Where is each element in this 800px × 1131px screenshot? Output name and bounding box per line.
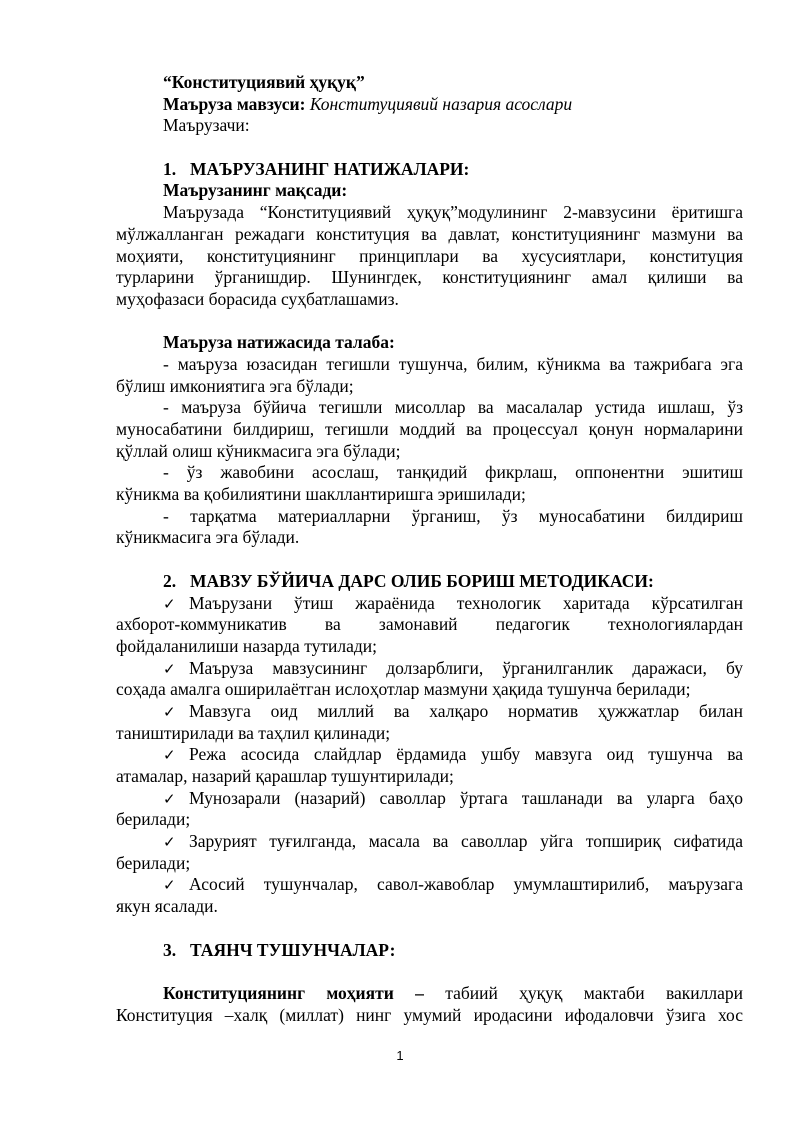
course-title: “Конституциявий ҳуқуқ” xyxy=(163,72,365,92)
method-item-line: ахборот-коммуникатив ва замонавий педагогик технологиялардан xyxy=(116,614,743,635)
result-item-line: муносабатини билдириш, тегишли моддий ва процессуал қонун нормаларини xyxy=(116,419,743,439)
result-item-line: бўлиш имкониятига эга бўлади; xyxy=(116,375,354,396)
section-1-number: 1. xyxy=(163,158,177,179)
method-item-text: Мавзуга оид миллий ва халқаро норматив ҳужжатлар билан xyxy=(189,700,743,721)
checkmark-icon: ✓ xyxy=(163,746,176,765)
checkmark-icon: ✓ xyxy=(163,789,176,808)
method-item-text: Мунозарали (назарий) саволлар ўртага ташланади ва уларга баҳо xyxy=(189,787,743,808)
section-3-number: 3. xyxy=(163,939,177,960)
method-item-line xyxy=(116,788,743,810)
term-definition-start: табиий ҳуқуқ мактаби вакиллари xyxy=(445,982,744,1003)
page-number: 1 xyxy=(396,1048,404,1063)
goal-line: муҳофазаси борасида суҳбатлашамиз. xyxy=(116,288,399,309)
method-item-line: соҳада амалга оширилаётган ислоҳотлар мазмуни ҳақида тушунча берилади; xyxy=(116,679,691,700)
goal-label: Маърузанинг мақсади: xyxy=(163,180,348,201)
result-item-line: - тарқатма материалларни ўрганиш, ўз муносабатини билдириш xyxy=(163,505,743,526)
method-item-line: атамалар, назарий қарашлар тушунтирилади; xyxy=(116,766,454,786)
section-3-title: ТАЯНЧ ТУШУНЧАЛАР: xyxy=(190,939,396,960)
section-1-heading xyxy=(116,159,743,181)
method-item-line xyxy=(116,831,743,853)
results-list xyxy=(116,354,743,549)
checkmark-icon: ✓ xyxy=(163,876,176,895)
method-item-line: якун ясалади. xyxy=(116,896,218,917)
method-item-line: берилади; xyxy=(116,852,191,873)
page-content xyxy=(116,72,743,1026)
result-item-line: кўникмасига эга бўлади. xyxy=(116,527,300,548)
checkmark-icon: ✓ xyxy=(163,833,176,852)
section-2-number: 2. xyxy=(163,570,177,591)
topic-line xyxy=(116,94,743,116)
term-line-1 xyxy=(116,983,743,1005)
section-2-title: МАВЗУ БЎЙИЧА ДАРС ОЛИБ БОРИШ МЕТОДИКАСИ: xyxy=(190,570,654,591)
checkmark-icon: ✓ xyxy=(163,659,176,678)
method-item-text: Маъруза мавзусининг долзарблиги, ўрганилганлик даражаси, бу xyxy=(189,657,743,678)
goal-line: Маърузада “Конституциявий ҳуқуқ”модулининг 2-мавзусини ёритишга xyxy=(163,202,743,223)
result-label: Маъруза натижасида талаба: xyxy=(163,332,395,353)
goal-line: турларини ўрганишдир. Шунингдек, конституциянинг амал қилиши ва xyxy=(116,267,743,288)
topic-value: Конституциявий назария асослари xyxy=(309,93,573,114)
method-item-line xyxy=(116,744,743,766)
method-item-line: берилади; xyxy=(116,809,191,830)
lecturer-label: Маърузачи: xyxy=(163,115,250,136)
goal-line: моҳияти, конституциянинг принциплари ва хусусиятлари, конституция xyxy=(116,245,743,266)
method-item-text: Маърузани ўтиш жараёнида технологик харитада кўрсатилган xyxy=(189,592,743,613)
result-item-line: қўллай олиш кўникмасига эга бўлади; xyxy=(116,440,401,461)
section-3-heading xyxy=(116,940,743,962)
checkmark-icon: ✓ xyxy=(163,594,176,613)
method-item-text: Асосий тушунчалар, савол-жавоблар умумлаштирилиб, маърузага xyxy=(189,874,743,895)
method-item-line: таништирилади ва таҳлил қилинади; xyxy=(116,722,391,743)
method-item-line xyxy=(116,701,743,723)
methods-list xyxy=(116,593,743,918)
result-item-line: - маъруза юзасидан тегишли тушунча, билим, кўникма ва тажрибага эга xyxy=(163,353,743,374)
method-item-line xyxy=(116,593,743,615)
result-item-line: - маъруза бўйича тегишли мисоллар ва масалалар устида ишлаш, ўз xyxy=(163,397,743,418)
term-label: Конституциянинг моҳияти – xyxy=(163,982,424,1003)
method-item-text: Режа асосида слайдлар ёрдамида ушбу мавзуга оид тушунча ва xyxy=(189,744,743,765)
goal-line: мўлжалланган режадаги конституция ва давлат, конституциянинг мазмуни ва xyxy=(116,223,743,244)
goal-paragraph xyxy=(116,202,743,310)
term-line-2: Конституция –халқ (миллат) нинг умумий иродасини ифодаловчи ўзига хос xyxy=(116,1004,743,1025)
method-item-text: Зарурият туғилганда, масала ва саволлар уйга топшириқ сифатида xyxy=(189,831,743,852)
result-item-line: кўникма ва қобилиятини шакллантиришга эришилади; xyxy=(116,484,526,505)
result-item-line: - ўз жавобини асослаш, танқидий фикрлаш, оппонентни эшитиш xyxy=(163,462,743,483)
section-2-heading xyxy=(116,571,743,593)
topic-label: Маъруза мавзуси: xyxy=(163,93,306,114)
checkmark-icon: ✓ xyxy=(163,702,176,721)
method-item-line xyxy=(116,658,743,680)
method-item-line xyxy=(116,874,743,896)
section-1-title: МАЪРУЗАНИНГ НАТИЖАЛАРИ: xyxy=(190,158,470,179)
method-item-line: фойдаланилиши назарда тутилади; xyxy=(116,635,378,656)
